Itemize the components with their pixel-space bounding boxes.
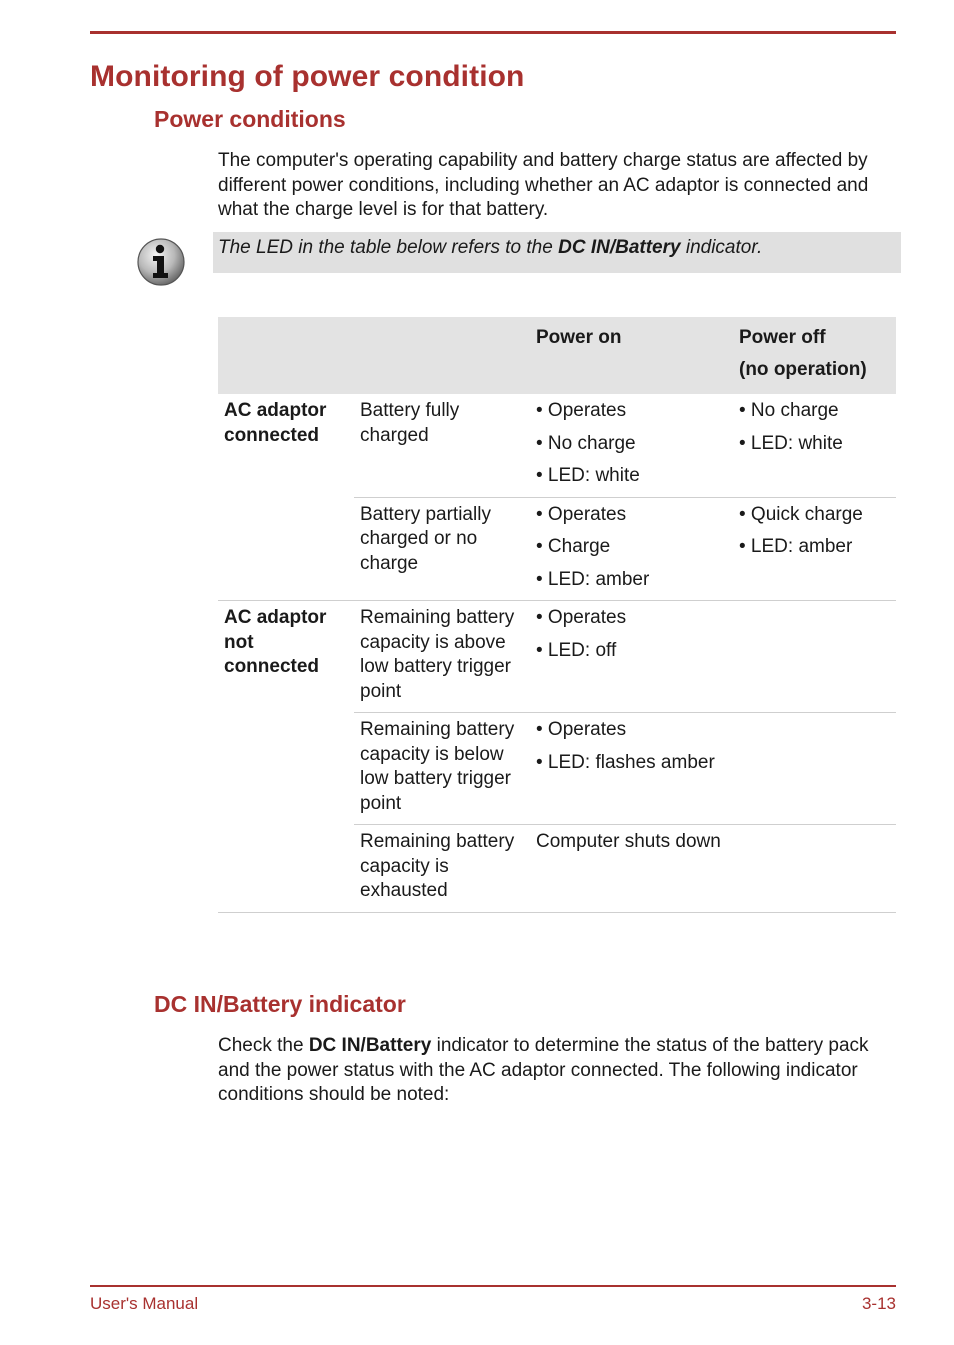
note-bold-text: DC IN/Battery	[558, 237, 681, 258]
condition-cell: Battery fully charged	[360, 400, 460, 446]
condition-cell: Remaining battery capacity is above low battery trigger point	[354, 601, 530, 713]
list-item: • No charge	[739, 400, 839, 421]
info-icon	[136, 237, 186, 287]
list-item: • Operates	[536, 607, 627, 628]
section-heading-power-conditions: Power conditions	[154, 106, 346, 132]
top-rule	[90, 31, 896, 34]
page-number: 3-13	[861, 1294, 896, 1313]
group-label-ac-not-connected: AC adaptor not connected	[218, 601, 354, 913]
list-item: • Operates	[536, 719, 627, 740]
condition-cell: Remaining battery capacity is exhausted	[354, 825, 530, 913]
power-on-cell	[530, 713, 733, 825]
group-label-ac-connected: AC adaptor connected	[224, 400, 327, 446]
dc-in-bold-text: DC IN/Battery	[308, 1035, 432, 1056]
list-item: • LED: flashes amber	[536, 751, 715, 773]
power-conditions-table	[218, 317, 896, 913]
bottom-rule	[90, 1285, 896, 1287]
list-item: • LED: amber	[536, 568, 650, 590]
list-item: • Operates	[536, 400, 627, 421]
power-off-cell	[733, 825, 896, 913]
list-item: • Quick charge	[739, 503, 863, 525]
power-off-cell	[733, 601, 896, 713]
footer-manual-label: User's Manual	[90, 1294, 199, 1313]
list-item: • Operates	[536, 503, 627, 525]
header-power-off-label: Power off	[739, 327, 826, 348]
table-row	[218, 601, 896, 713]
header-power-on	[530, 317, 733, 394]
header-power-off	[733, 317, 896, 394]
note-text-end: indicator.	[680, 237, 763, 258]
power-off-cell	[733, 394, 896, 497]
list-item: Computer shuts down	[536, 831, 721, 852]
list-item: • LED: white	[536, 465, 640, 486]
dc-in-paragraph	[218, 1034, 898, 1108]
header-empty-2	[354, 317, 530, 394]
condition-cell: Battery partially charged or no charge	[354, 497, 530, 601]
table-row	[218, 394, 896, 497]
power-on-cell	[530, 601, 733, 713]
power-off-cell	[733, 713, 896, 825]
power-conditions-paragraph: The computer's operating capability and battery charge status are affected by different power conditions, including whether an AC adaptor is connected and what the charge level is for that battery.	[218, 150, 869, 220]
note-text: The LED in the table below refers to the	[218, 237, 559, 258]
list-item: • LED: off	[536, 639, 617, 661]
list-item: • LED: amber	[739, 536, 853, 557]
page-title: Monitoring of power condition	[90, 60, 525, 93]
table-header-row	[218, 317, 896, 394]
header-empty-1	[218, 317, 354, 394]
dc-in-text-end: indicator to determine the status of the battery pack and the power status with the AC adaptor connected. The following indicator conditions should be noted:	[218, 1035, 869, 1105]
section-heading-dc-in-battery: DC IN/Battery indicator	[154, 991, 406, 1017]
list-item: • Charge	[536, 536, 611, 557]
header-power-on-label: Power on	[536, 327, 622, 348]
note-box	[213, 232, 901, 273]
list-item: • No charge	[536, 432, 636, 454]
list-item: • LED: white	[739, 432, 843, 454]
condition-cell: Remaining battery capacity is below low battery trigger point	[354, 713, 530, 825]
dc-in-text: Check the	[218, 1035, 309, 1056]
power-on-cell	[530, 497, 733, 601]
header-power-off-sublabel: (no operation)	[739, 359, 867, 380]
power-on-cell	[530, 394, 733, 497]
power-on-cell	[530, 825, 733, 913]
power-off-cell	[733, 497, 896, 601]
